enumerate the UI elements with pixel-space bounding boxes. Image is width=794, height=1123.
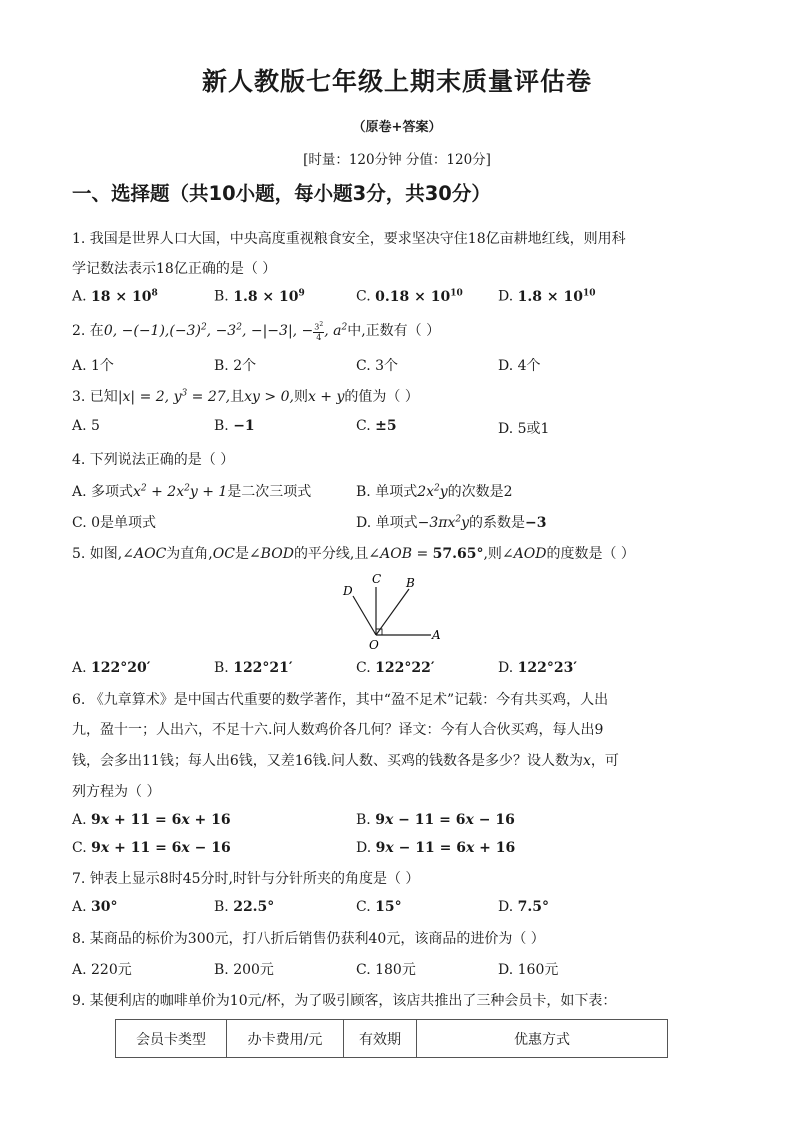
q3-option-a: A. 5 <box>72 418 100 434</box>
q6-option-a: A. 9x + 11 = 6x + 16 <box>72 812 231 828</box>
q1-option-b: B. $1.8 \times 10^9$ <box>214 288 305 305</box>
q8-stem: 8. 某商品的标价为300元，打八折后销售仍获利40元，该商品的进价为（ ） <box>72 931 545 947</box>
angle-figure <box>336 572 446 652</box>
q8-option-b: B. 200元 <box>214 962 274 978</box>
time-info: [时量：120分钟 分值：120分] <box>303 152 491 168</box>
q7-option-d: D. 7.5° <box>498 899 549 915</box>
member-card-table <box>115 1019 668 1058</box>
q1-line2: 学记数法表示18亿正确的是（ ） <box>72 261 277 277</box>
q7-option-c: C. 15° <box>356 899 402 915</box>
q7-option-b: B. 22.5° <box>214 899 275 915</box>
table-header-cell: 会员卡类型 <box>116 1020 227 1058</box>
q2-option-c: C. 3个 <box>356 358 399 374</box>
q6-line3: 钱，会多出11钱；每人出6钱，又差16钱.问人数、买鸡的钱数各是多少？设人数为x，可 <box>72 753 619 769</box>
label-o: O <box>369 638 379 652</box>
q4-option-b: B. 单项式$2x^2y$的次数是2 <box>356 483 513 500</box>
q9-stem: 9. 某便利店的咖啡单价为10元/杯，为了吸引顾客，该店共推出了三种会员卡，如下表： <box>72 993 617 1009</box>
q2-option-d: D. 4个 <box>498 358 541 374</box>
q5-option-a: A. 122°20′ <box>72 660 151 676</box>
q5-option-b: B. 122°21′ <box>214 660 293 676</box>
q8-option-a: A. 220元 <box>72 962 132 978</box>
q3-option-d: D. 5或1 <box>498 421 550 437</box>
q3-option-c: C. ±5 <box>356 418 397 434</box>
page-subtitle: （原卷+答案） <box>352 120 442 135</box>
section-title: 一、选择题（共10小题，每小题3分，共30分） <box>72 182 491 205</box>
q5-option-c: C. 122°22′ <box>356 660 435 676</box>
q8-option-d: D. 160元 <box>498 962 559 978</box>
q4-stem: 4. 下列说法正确的是（ ） <box>72 452 235 468</box>
label-a: A <box>432 628 441 642</box>
q2-stem: 2. 在0, $-(-1),(-3)^2$, $-3^2$, −|−3|, − $\frac{3^2}{4}$ , $a^2$中,正数有（ ） <box>72 321 441 342</box>
table-header-row <box>116 1020 668 1058</box>
q1-option-d: D. $1.8 \times 10^{10}$ <box>498 288 596 305</box>
q4-option-d: D. 单项式$-3\pi x^2y$的系数是−3 <box>356 514 547 531</box>
q3-stem: 3. 已知|x| = 2, $y^3 = 27$,且xy > 0,则x + y的值为（ ） <box>72 388 419 405</box>
page-title: 新人教版七年级上期末质量评估卷 <box>201 67 592 96</box>
q4-option-a: A. 多项式$x^2 + 2x^2y + 1$是二次三项式 <box>72 483 312 500</box>
q3-option-b: B. −1 <box>214 418 255 434</box>
q6-option-b: B. 9x − 11 = 6x − 16 <box>356 812 515 828</box>
q2-option-a: A. 1个 <box>72 358 114 374</box>
label-d: D <box>343 584 353 598</box>
q1-option-c: C. $0.18 \times 10^{10}$ <box>356 288 463 305</box>
q7-stem: 7. 钟表上显示8时45分时,时针与分针所夹的角度是（ ） <box>72 871 420 887</box>
q4-option-c: C. 0是单项式 <box>72 515 157 531</box>
q2-option-b: B. 2个 <box>214 358 257 374</box>
table-header-cell: 有效期 <box>344 1020 417 1058</box>
q6-option-c: C. 9x + 11 = 6x − 16 <box>72 840 231 856</box>
ray-od <box>353 596 376 635</box>
q6-line2: 九，盈十一；人出六，不足十六.问人数鸡价各几何？译文：今有人合伙买鸡，每人出9 <box>72 722 604 738</box>
label-c: C <box>372 572 382 586</box>
q5-stem: 5. 如图,∠AOC为直角,OC是∠BOD的平分线,且∠AOB = 57.65°,则∠AOD的度数是（ ） <box>72 546 635 562</box>
q6-line4: 列方程为（ ） <box>72 784 161 800</box>
q8-option-c: C. 180元 <box>356 962 416 978</box>
q6-option-d: D. 9x − 11 = 6x + 16 <box>356 840 516 856</box>
table-header-cell: 办卡费用/元 <box>227 1020 344 1058</box>
table-header-cell: 优惠方式 <box>417 1020 668 1058</box>
q6-line1: 6. 《九章算术》是中国古代重要的数学著作，其中“盈不足术”记载：今有共买鸡，人出 <box>72 692 609 708</box>
ray-ob <box>376 589 409 635</box>
q1-line1: 1. 我国是世界人口大国，中央高度重视粮食安全，要求坚决守住18亿亩耕地红线，则用科 <box>72 231 626 247</box>
label-b: B <box>406 576 415 590</box>
q1-option-a: A. $18 \times 10^8$ <box>72 288 158 305</box>
q7-option-a: A. 30° <box>72 899 118 915</box>
q5-option-d: D. 122°23′ <box>498 660 578 676</box>
